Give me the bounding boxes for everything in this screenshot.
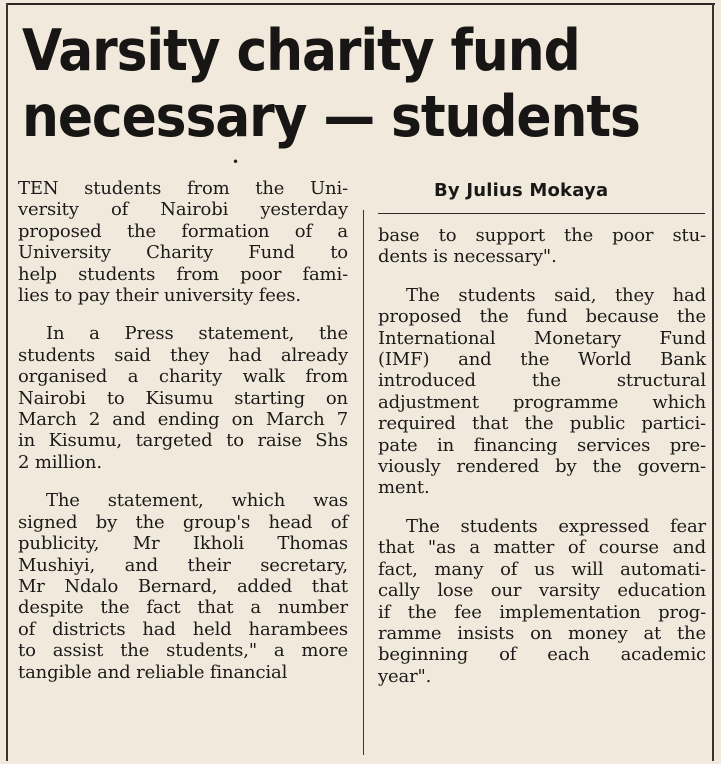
text-line: of districts had held harambees — [18, 618, 348, 640]
text-line: TEN students from the Uni- — [18, 178, 348, 199]
text-line: publicity, Mr Ikholi Thomas — [18, 533, 348, 555]
text-line: help students from poor fami- — [18, 263, 348, 285]
text-line: students said they had already — [18, 344, 348, 366]
text-line: (IMF) and the World Bank — [378, 349, 706, 371]
text-line: base to support the poor stu- — [378, 225, 706, 246]
top-border-rule — [6, 3, 715, 5]
text-line: organised a charity walk from — [18, 366, 348, 388]
headline-line-2: necessary — students — [22, 84, 640, 150]
text-line: adjustment programme which — [378, 391, 706, 413]
paragraph — [378, 516, 706, 687]
paragraph — [18, 490, 348, 683]
byline-rule — [378, 213, 705, 214]
text-line: proposed the formation of a — [18, 220, 348, 242]
text-line: University Charity Fund to — [18, 242, 348, 264]
text-line: dents is necessary". — [378, 246, 557, 268]
text-line: in Kisumu, targeted to raise Shs — [18, 430, 348, 452]
text-line: to assist the students," a more — [18, 640, 348, 662]
text-line: beginning of each academic — [378, 644, 706, 666]
text-line: that "as a matter of course and — [378, 537, 706, 559]
text-line: tangible and reliable financial — [18, 661, 288, 683]
text-line: The statement, which was — [46, 490, 348, 512]
text-line: introduced the structural — [378, 370, 706, 392]
text-line: Nairobi to Kisumu starting on — [18, 387, 348, 409]
text-line: International Monetary Fund — [378, 327, 706, 349]
text-line: year". — [378, 665, 432, 687]
text-line: required that the public partici- — [378, 413, 706, 435]
text-line: The students expressed fear — [406, 515, 706, 537]
text-line: Mr Ndalo Bernard, added that — [18, 575, 348, 597]
text-line: viously rendered by the govern- — [378, 456, 706, 478]
text-line: proposed the fund because the — [378, 306, 706, 328]
right-border-rule — [712, 3, 714, 761]
text-line: In a Press statement, the — [46, 323, 348, 345]
text-line: lies to pay their university fees. — [18, 285, 301, 307]
left-column — [18, 178, 348, 700]
text-line: March 2 and ending on March 7 — [18, 409, 348, 431]
text-line: ramme insists on money at the — [378, 622, 706, 644]
text-line: if the fee implementation prog- — [378, 601, 706, 623]
text-line: fact, many of us will automati- — [378, 558, 706, 580]
paragraph — [18, 323, 348, 473]
text-line: pate in financing services pre- — [378, 434, 706, 456]
paragraph — [378, 285, 706, 499]
text-line: 2 million. — [18, 451, 102, 473]
paragraph — [378, 225, 706, 268]
right-column — [378, 225, 706, 704]
paragraph — [18, 178, 348, 306]
text-line: signed by the group's head of — [18, 511, 348, 533]
text-line: despite the fact that a number — [18, 597, 348, 619]
left-border-rule — [6, 3, 8, 761]
headline — [22, 18, 641, 150]
column-divider — [363, 210, 364, 755]
text-line: cally lose our varsity education — [378, 580, 706, 602]
byline: By Julius Mokaya — [434, 180, 609, 201]
text-line: The students said, they had — [406, 284, 706, 306]
ink-speck: • — [232, 155, 240, 169]
text-line: Mushiyi, and their secretary, — [18, 554, 348, 576]
headline-line-1: Varsity charity fund — [22, 18, 580, 84]
text-line: versity of Nairobi yesterday — [18, 199, 348, 221]
text-line: ment. — [378, 477, 430, 499]
